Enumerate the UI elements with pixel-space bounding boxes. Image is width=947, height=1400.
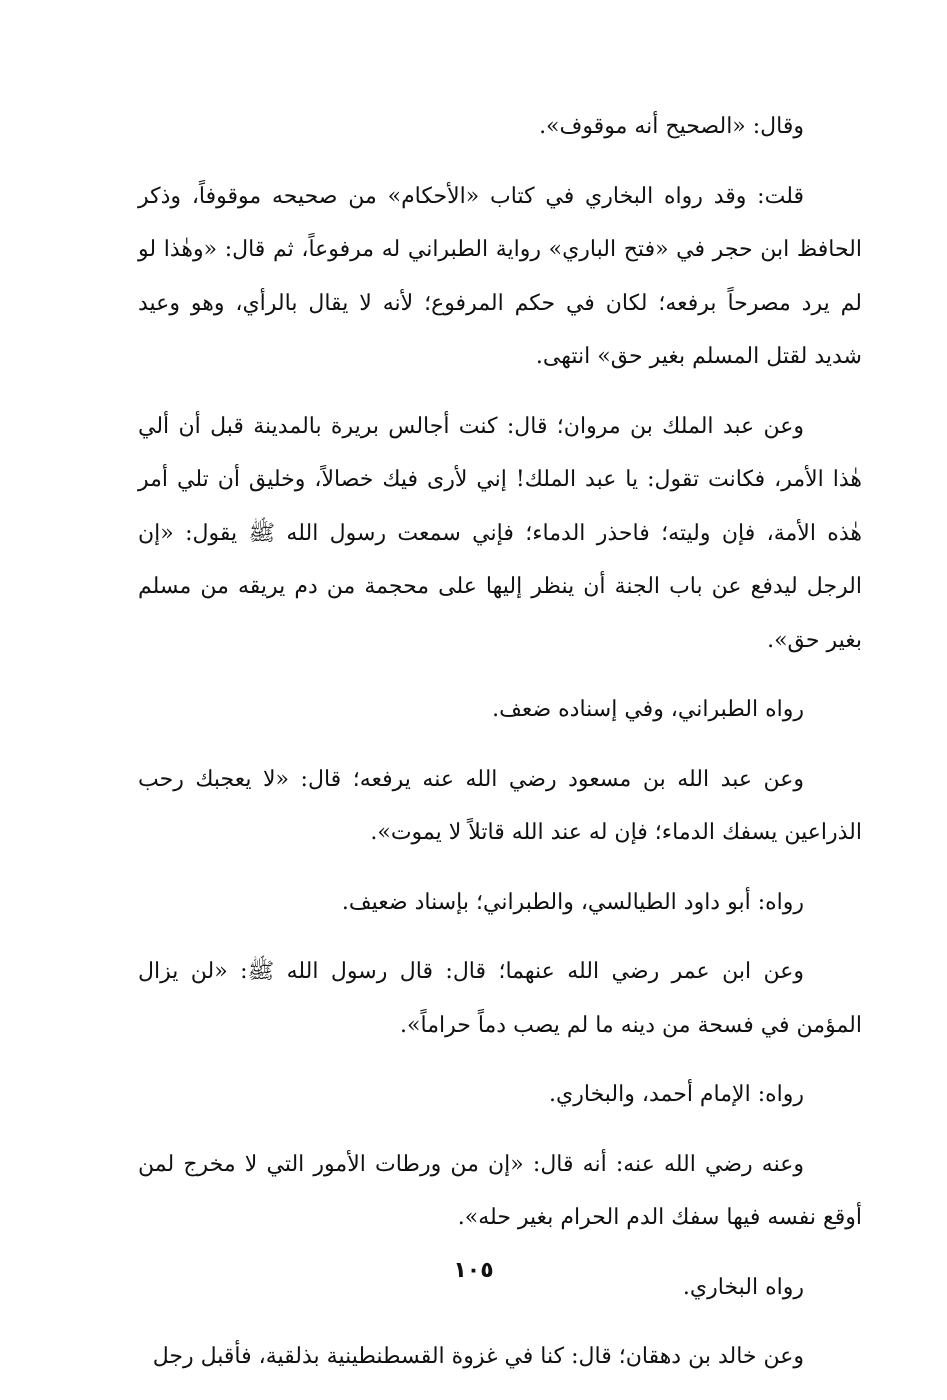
paragraph-4: رواه الطبراني، وفي إسناده ضعف.	[492, 697, 804, 722]
page-number: ١٠٥	[453, 1258, 494, 1283]
paragraph-6: رواه: أبو داود الطيالسي، والطبراني؛ بإسناد ضعيف.	[341, 889, 804, 915]
paragraph-1: وقال: «الصحيح أنه موقوف».	[539, 114, 804, 139]
paragraph-10: رواه البخاري.	[682, 1274, 804, 1300]
paragraph-8: رواه: الإمام أحمد، والبخاري.	[549, 1082, 804, 1107]
paragraph-11: وعن خالد بن دهقان؛ قال: كنا في غزوة القسطنطينية بذلقية، فأقبل رجل	[152, 1344, 804, 1369]
paragraph-3: وعن عبد الملك بن مروان؛ قال: كنت أجالس بريرة بالمدينة قبل أن ألي هٰذا الأمر، فكانت تقول: يا عبد الملك! إني لأرى فيك خصالاً، وخليق أن تلي أمر هٰذه الأمة، فإن وليته؛ فاحذر الدماء؛ فإني سمعت رسول الله ﷺ يقول: «إن الرجل ليدفع عن باب الجنة أن ينظر إليها على محجمة من دم يريقه من مسلم بغير حق».	[138, 413, 862, 653]
paragraph-7: وعن ابن عمر رضي الله عنهما؛ قال: قال رسول الله ﷺ: «لن يزال المؤمن في فسحة من دينه ما لم يصب دماً حراماً».	[138, 959, 862, 1038]
page-body	[138, 100, 862, 1400]
paragraph-2: قلت: وقد رواه البخاري في كتاب «الأحكام» من صحيحه موقوفاً، وذكر الحافظ ابن حجر في «فتح الباري» رواية الطبراني له مرفوعاً، ثم قال: «وهٰذا لو لم يرد مصرحاً برفعه؛ لكان في حكم المرفوع؛ لأنه لا يقال بالرأي، وهو وعيد شديد لقتل المسلم بغير حق» انتهى.	[138, 183, 862, 369]
paragraph-5: وعن عبد الله بن مسعود رضي الله عنه يرفعه؛ قال: «لا يعجبك رحب الذراعين يسفك الدماء؛ فإن له عند الله قاتلاً لا يموت».	[138, 766, 862, 845]
paragraph-9: وعنه رضي الله عنه: أنه قال: «إن من ورطات الأمور التي لا مخرج لمن أوقع نفسه فيها سفك الدم الحرام بغير حله».	[138, 1151, 862, 1230]
